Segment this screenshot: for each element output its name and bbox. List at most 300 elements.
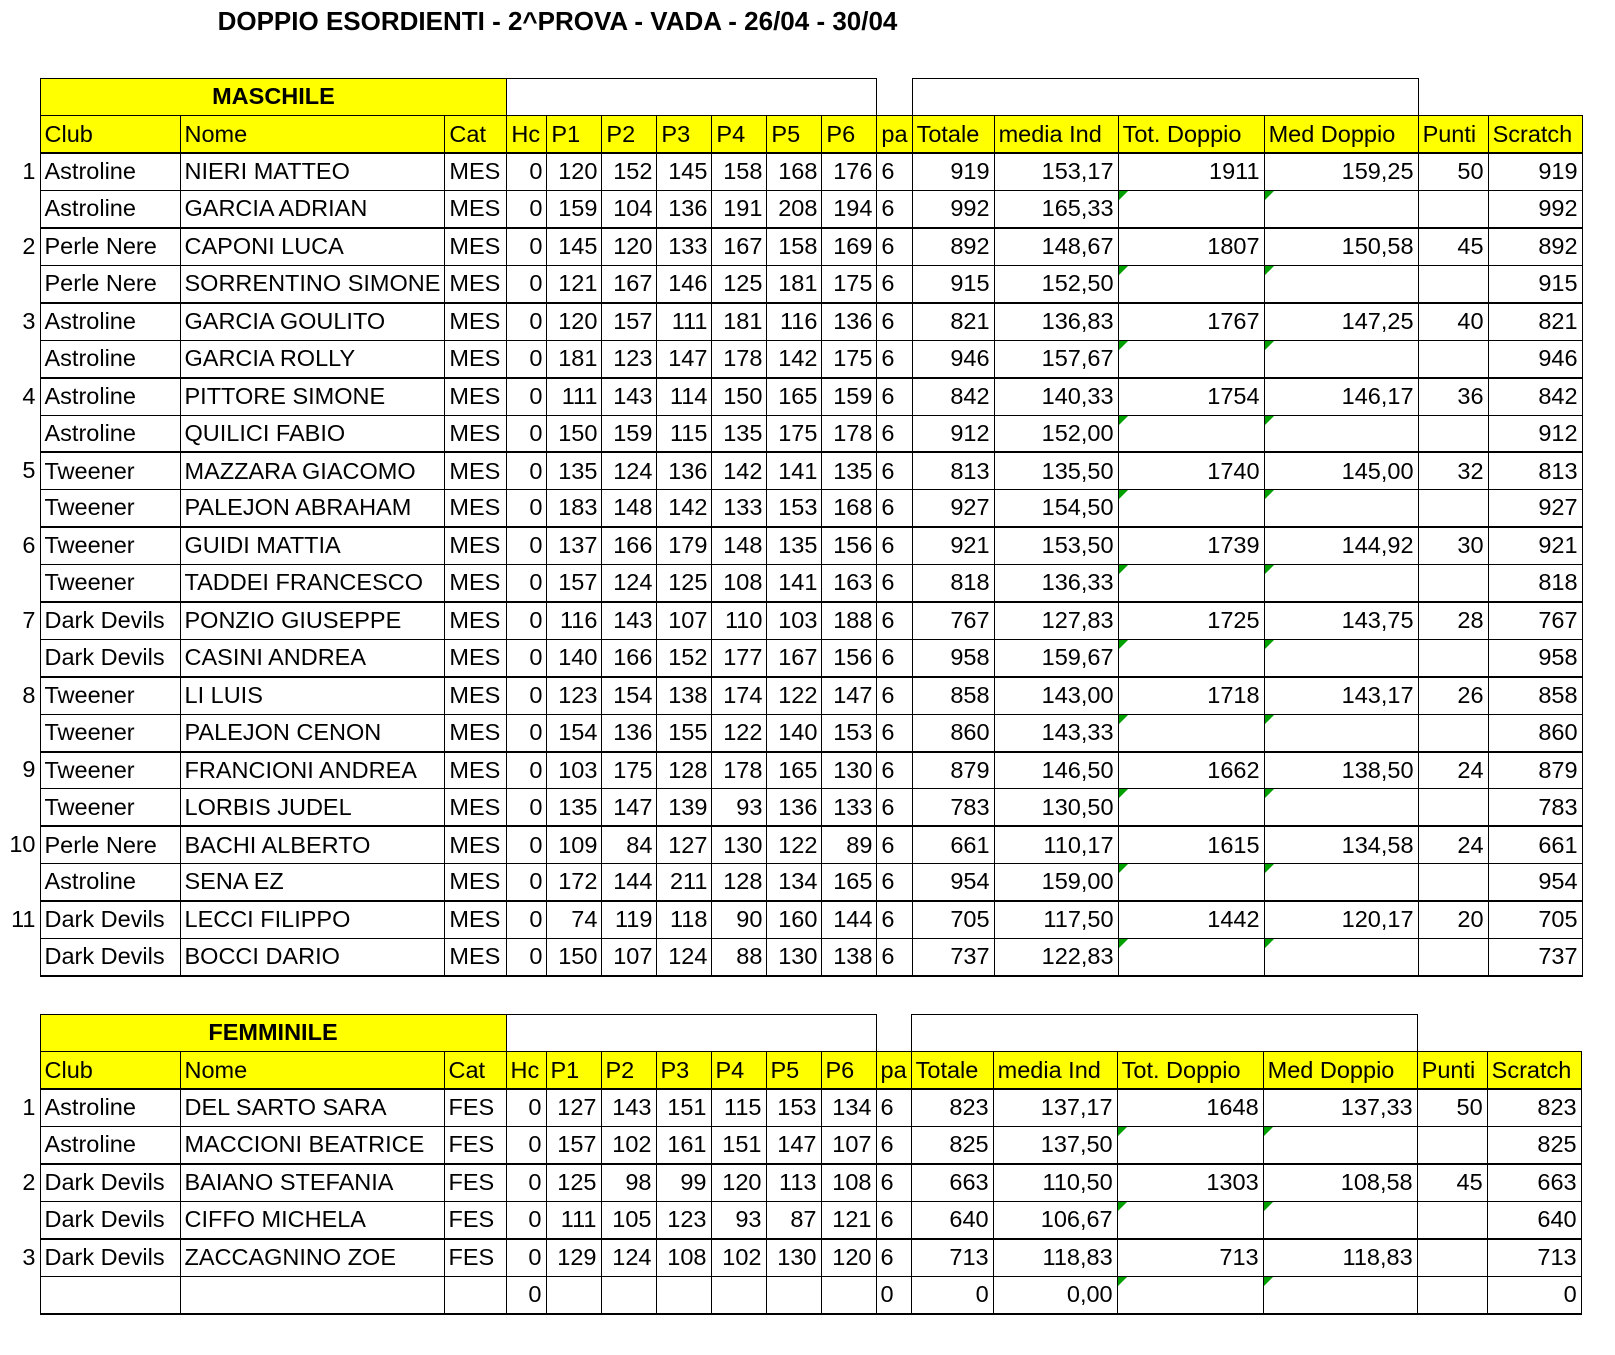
rank-cell: [0, 1201, 40, 1238]
totale-cell: 640: [911, 1201, 993, 1238]
scratch-cell: 842: [1488, 378, 1582, 415]
scratch-cell: 858: [1488, 677, 1582, 714]
pa-cell: 6: [877, 265, 912, 302]
game-cell-p1: 111: [547, 378, 602, 415]
empty-cell: [877, 79, 912, 116]
game-cell-p1: 150: [547, 938, 602, 975]
game-cell-p2: 98: [601, 1164, 656, 1201]
header-scratch: Scratch: [1488, 116, 1582, 153]
med-doppio-cell: 134,58: [1264, 826, 1418, 863]
totale-cell: 921: [912, 527, 994, 564]
punti-cell: 24: [1418, 752, 1488, 789]
game-cell-p1: 123: [547, 677, 602, 714]
game-cell-p1: 120: [547, 303, 602, 340]
pa-cell: 6: [877, 527, 912, 564]
totale-cell: 783: [912, 789, 994, 826]
game-cell-p6: 169: [822, 228, 877, 265]
game-cell-p6: 108: [821, 1164, 876, 1201]
game-cell-p3: 124: [657, 938, 712, 975]
nome-cell: SENA EZ: [180, 864, 445, 901]
pa-cell: 6: [877, 752, 912, 789]
totale-cell: 813: [912, 452, 994, 489]
scratch-cell: 818: [1488, 565, 1582, 602]
tot-doppio-cell: 1725: [1118, 602, 1264, 639]
totale-cell: 912: [912, 415, 994, 452]
table-row: [0, 415, 1582, 452]
hc-cell: 0: [507, 752, 547, 789]
media-ind-cell: 117,50: [994, 901, 1118, 938]
header-row: [0, 116, 1582, 153]
game-cell-p2: 124: [602, 565, 657, 602]
table-row: [0, 191, 1582, 228]
tot-doppio-cell: 1442: [1118, 901, 1264, 938]
rank-cell: 9: [22, 756, 36, 783]
header-p4: P4: [711, 1052, 766, 1089]
rank-cell: [0, 714, 40, 751]
game-cell-p5: 122: [767, 826, 822, 863]
media-ind-cell: 122,83: [994, 938, 1118, 975]
table-row: [0, 1276, 1581, 1313]
scratch-cell: 821: [1488, 303, 1582, 340]
club-cell: Perle Nere: [40, 265, 180, 302]
tot-doppio-cell: 1303: [1117, 1164, 1263, 1201]
game-cell-p6: 165: [822, 864, 877, 901]
club-cell: Astroline: [40, 153, 180, 190]
scratch-cell: 737: [1488, 938, 1582, 975]
med-doppio-cell: [1264, 265, 1418, 302]
table-row: [0, 340, 1582, 377]
scratch-cell: 879: [1488, 752, 1582, 789]
game-cell-p5: 168: [767, 153, 822, 190]
game-cell-p4: 148: [712, 527, 767, 564]
nome-cell: FRANCIONI ANDREA: [180, 752, 445, 789]
table-row: [0, 452, 1582, 489]
nome-cell: [180, 1276, 444, 1313]
med-doppio-cell: 108,58: [1263, 1164, 1417, 1201]
game-cell-p3: 151: [656, 1089, 711, 1126]
table-row: [0, 565, 1582, 602]
nome-cell: CASINI ANDREA: [180, 639, 445, 676]
punti-cell: [1418, 639, 1488, 676]
punti-cell: [1417, 1276, 1487, 1313]
game-cell-p6: 153: [822, 714, 877, 751]
game-cell-p2: 159: [602, 415, 657, 452]
game-cell-p5: 103: [767, 602, 822, 639]
club-cell: Astroline: [40, 415, 180, 452]
club-cell: Perle Nere: [40, 228, 180, 265]
tot-doppio-cell: [1118, 639, 1264, 676]
punti-cell: 50: [1417, 1089, 1487, 1126]
empty-cell: [912, 79, 1418, 116]
empty-cell: [0, 79, 40, 116]
rank-cell: 1: [22, 1094, 36, 1121]
media-ind-cell: 157,67: [994, 340, 1118, 377]
game-cell-p1: 145: [547, 228, 602, 265]
punti-cell: [1418, 415, 1488, 452]
scratch-cell: 813: [1488, 452, 1582, 489]
game-cell-p3: 108: [656, 1239, 711, 1276]
standings-table-femminile: [0, 1014, 1582, 1315]
table-row: [0, 826, 1582, 863]
game-cell-p4: 120: [711, 1164, 766, 1201]
game-cell-p6: 168: [822, 490, 877, 527]
header-p5: P5: [766, 1052, 821, 1089]
scratch-cell: 946: [1488, 340, 1582, 377]
nome-cell: GARCIA ADRIAN: [180, 191, 445, 228]
cat-cell: FES: [444, 1164, 506, 1201]
med-doppio-cell: 147,25: [1264, 303, 1418, 340]
pa-cell: 6: [877, 677, 912, 714]
game-cell-p3: 118: [657, 901, 712, 938]
cat-cell: MES: [445, 565, 507, 602]
game-cell-p6: 175: [822, 265, 877, 302]
nome-cell: LECCI FILIPPO: [180, 901, 445, 938]
game-cell-p2: 157: [602, 303, 657, 340]
game-cell-p6: 156: [822, 639, 877, 676]
cat-cell: MES: [445, 602, 507, 639]
table-row: [0, 677, 1582, 714]
nome-cell: CIFFO MICHELA: [180, 1201, 444, 1238]
media-ind-cell: 152,00: [994, 415, 1118, 452]
tot-doppio-cell: [1117, 1276, 1263, 1313]
game-cell-p3: 146: [657, 265, 712, 302]
cat-cell: MES: [445, 677, 507, 714]
rank-cell: [0, 938, 40, 975]
tot-doppio-cell: 713: [1117, 1239, 1263, 1276]
game-cell-p2: 104: [602, 191, 657, 228]
game-cell-p4: 181: [712, 303, 767, 340]
game-cell-p1: 183: [547, 490, 602, 527]
punti-cell: [1418, 789, 1488, 826]
game-cell-p4: 177: [712, 639, 767, 676]
table-row: [0, 228, 1582, 265]
pa-cell: 6: [876, 1089, 911, 1126]
header-cat: Cat: [444, 1052, 506, 1089]
media-ind-cell: 152,50: [994, 265, 1118, 302]
tot-doppio-cell: [1118, 565, 1264, 602]
cat-cell: MES: [445, 864, 507, 901]
tot-doppio-cell: 1740: [1118, 452, 1264, 489]
hc-cell: 0: [507, 228, 547, 265]
section-label-row: [0, 1015, 1581, 1052]
empty-cell: [1417, 1015, 1581, 1052]
scratch-cell: 958: [1488, 639, 1582, 676]
med-doppio-cell: [1263, 1276, 1417, 1313]
game-cell-p6: 156: [822, 527, 877, 564]
med-doppio-cell: [1264, 714, 1418, 751]
game-cell-p4: 93: [712, 789, 767, 826]
punti-cell: [1417, 1239, 1487, 1276]
tot-doppio-cell: [1118, 789, 1264, 826]
game-cell-p6: 176: [822, 153, 877, 190]
game-cell-p1: 181: [547, 340, 602, 377]
game-cell-p2: 152: [602, 153, 657, 190]
game-cell-p6: 159: [822, 378, 877, 415]
pa-cell: 6: [877, 228, 912, 265]
med-doppio-cell: [1264, 938, 1418, 975]
game-cell-p2: 166: [602, 639, 657, 676]
rank-cell: 2: [22, 1169, 36, 1195]
header-tot-doppio: Tot. Doppio: [1118, 116, 1264, 153]
totale-cell: 915: [912, 265, 994, 302]
game-cell-p5: 134: [767, 864, 822, 901]
punti-cell: 30: [1418, 527, 1488, 564]
med-doppio-cell: 143,17: [1264, 677, 1418, 714]
totale-cell: 842: [912, 378, 994, 415]
game-cell-p4: 122: [712, 714, 767, 751]
cat-cell: MES: [445, 527, 507, 564]
tot-doppio-cell: [1118, 265, 1264, 302]
rank-cell: [0, 265, 40, 302]
pa-cell: 6: [877, 490, 912, 527]
club-cell: Astroline: [40, 303, 180, 340]
game-cell-p1: 74: [547, 901, 602, 938]
pa-cell: 6: [877, 153, 912, 190]
game-cell-p5: 135: [767, 527, 822, 564]
tot-doppio-cell: 1754: [1118, 378, 1264, 415]
game-cell-p2: 166: [602, 527, 657, 564]
hc-cell: 0: [506, 1164, 546, 1201]
punti-cell: [1418, 265, 1488, 302]
header-med-doppio: Med Doppio: [1264, 116, 1418, 153]
game-cell-p3: 155: [657, 714, 712, 751]
punti-cell: [1418, 490, 1488, 527]
pa-cell: 6: [877, 378, 912, 415]
rank-cell: [0, 415, 40, 452]
game-cell-p4: 133: [712, 490, 767, 527]
cat-cell: MES: [445, 228, 507, 265]
nome-cell: QUILICI FABIO: [180, 415, 445, 452]
club-cell: Dark Devils: [40, 1164, 180, 1201]
scratch-cell: 823: [1487, 1089, 1581, 1126]
nome-cell: CAPONI LUCA: [180, 228, 445, 265]
rank-cell: 6: [22, 532, 36, 559]
game-cell-p2: 143: [602, 378, 657, 415]
cat-cell: MES: [445, 303, 507, 340]
hc-cell: 0: [507, 153, 547, 190]
empty-cell: [911, 1015, 1417, 1052]
game-cell-p5: 141: [767, 452, 822, 489]
header-hc: Hc: [506, 1052, 546, 1089]
game-cell-p3: 114: [657, 378, 712, 415]
game-cell-p1: 157: [546, 1127, 601, 1164]
game-cell-p1: 137: [547, 527, 602, 564]
hc-cell: 0: [506, 1276, 546, 1313]
game-cell-p2: [601, 1276, 656, 1313]
totale-cell: 663: [911, 1164, 993, 1201]
club-cell: Tweener: [40, 527, 180, 564]
totale-cell: 992: [912, 191, 994, 228]
cat-cell: FES: [444, 1127, 506, 1164]
totale-cell: 860: [912, 714, 994, 751]
hc-cell: 0: [507, 527, 547, 564]
scratch-cell: 705: [1488, 901, 1582, 938]
punti-cell: 36: [1418, 378, 1488, 415]
hc-cell: 0: [507, 864, 547, 901]
empty-cell: [876, 1015, 911, 1052]
header-row: [0, 1052, 1581, 1089]
game-cell-p5: 140: [767, 714, 822, 751]
pa-cell: 6: [876, 1239, 911, 1276]
game-cell-p3: 179: [657, 527, 712, 564]
scratch-cell: 919: [1488, 153, 1582, 190]
table-row: [0, 490, 1582, 527]
media-ind-cell: 106,67: [993, 1201, 1117, 1238]
table-row: [0, 1239, 1581, 1276]
pa-cell: 6: [876, 1201, 911, 1238]
club-cell: Dark Devils: [40, 1201, 180, 1238]
scratch-cell: 640: [1487, 1201, 1581, 1238]
game-cell-p2: 119: [602, 901, 657, 938]
scratch-cell: 713: [1487, 1239, 1581, 1276]
punti-cell: 20: [1418, 901, 1488, 938]
cat-cell: MES: [445, 826, 507, 863]
media-ind-cell: 0,00: [993, 1276, 1117, 1313]
cat-cell: MES: [445, 153, 507, 190]
tot-doppio-cell: [1118, 864, 1264, 901]
scratch-cell: 927: [1488, 490, 1582, 527]
header-punti: Punti: [1418, 116, 1488, 153]
game-cell-p4: [711, 1276, 766, 1313]
game-cell-p6: 175: [822, 340, 877, 377]
media-ind-cell: 136,33: [994, 565, 1118, 602]
table-row: [0, 901, 1582, 938]
game-cell-p4: 135: [712, 415, 767, 452]
media-ind-cell: 110,50: [993, 1164, 1117, 1201]
club-cell: Perle Nere: [40, 826, 180, 863]
game-cell-p1: 121: [547, 265, 602, 302]
totale-cell: 858: [912, 677, 994, 714]
rank-cell: 7: [22, 606, 36, 633]
media-ind-cell: 148,67: [994, 228, 1118, 265]
hc-cell: 0: [507, 602, 547, 639]
hc-cell: 0: [507, 714, 547, 751]
med-doppio-cell: [1264, 340, 1418, 377]
media-ind-cell: 143,00: [994, 677, 1118, 714]
hc-cell: 0: [507, 191, 547, 228]
game-cell-p6: 133: [822, 789, 877, 826]
game-cell-p1: 159: [547, 191, 602, 228]
rank-cell: 10: [9, 831, 36, 858]
game-cell-p4: 110: [712, 602, 767, 639]
table-row: [0, 1127, 1581, 1164]
club-cell: Astroline: [40, 191, 180, 228]
table-row: [0, 639, 1582, 676]
header-hc: Hc: [507, 116, 547, 153]
game-cell-p4: 130: [712, 826, 767, 863]
game-cell-p6: 194: [822, 191, 877, 228]
cat-cell: MES: [445, 901, 507, 938]
hc-cell: 0: [506, 1127, 546, 1164]
tot-doppio-cell: [1117, 1201, 1263, 1238]
game-cell-p3: 125: [657, 565, 712, 602]
game-cell-p2: 143: [601, 1089, 656, 1126]
game-cell-p6: 136: [822, 303, 877, 340]
game-cell-p6: 163: [822, 565, 877, 602]
game-cell-p1: 125: [546, 1164, 601, 1201]
header-p6: P6: [822, 116, 877, 153]
hc-cell: 0: [507, 378, 547, 415]
punti-cell: 40: [1418, 303, 1488, 340]
game-cell-p3: 107: [657, 602, 712, 639]
punti-cell: [1418, 938, 1488, 975]
club-cell: Astroline: [40, 864, 180, 901]
cat-cell: FES: [444, 1239, 506, 1276]
header-p1: P1: [546, 1052, 601, 1089]
header-p3: P3: [656, 1052, 711, 1089]
nome-cell: PONZIO GIUSEPPE: [180, 602, 445, 639]
table-row: [0, 938, 1582, 975]
table-row: [0, 602, 1582, 639]
rank-cell: [0, 789, 40, 826]
game-cell-p1: 103: [547, 752, 602, 789]
game-cell-p4: 167: [712, 228, 767, 265]
table-row: [0, 1201, 1581, 1238]
game-cell-p5: 122: [767, 677, 822, 714]
game-cell-p4: 93: [711, 1201, 766, 1238]
game-cell-p6: 188: [822, 602, 877, 639]
media-ind-cell: 136,83: [994, 303, 1118, 340]
nome-cell: MACCIONI BEATRICE: [180, 1127, 444, 1164]
header-club: Club: [40, 116, 180, 153]
tot-doppio-cell: 1718: [1118, 677, 1264, 714]
med-doppio-cell: [1264, 415, 1418, 452]
game-cell-p6: [821, 1276, 876, 1313]
tot-doppio-cell: 1911: [1118, 153, 1264, 190]
header-tot-doppio: Tot. Doppio: [1117, 1052, 1263, 1089]
punti-cell: 28: [1418, 602, 1488, 639]
cat-cell: FES: [444, 1201, 506, 1238]
rank-cell: [0, 565, 40, 602]
hc-cell: 0: [507, 789, 547, 826]
totale-cell: 737: [912, 938, 994, 975]
pa-cell: 6: [877, 826, 912, 863]
game-cell-p5: 130: [767, 938, 822, 975]
section-label: FEMMINILE: [40, 1015, 506, 1052]
header-cat: Cat: [445, 116, 507, 153]
game-cell-p3: 128: [657, 752, 712, 789]
nome-cell: ZACCAGNINO ZOE: [180, 1239, 444, 1276]
club-cell: Dark Devils: [40, 602, 180, 639]
punti-cell: [1418, 191, 1488, 228]
game-cell-p5: 158: [767, 228, 822, 265]
club-cell: Tweener: [40, 789, 180, 826]
cat-cell: MES: [445, 452, 507, 489]
game-cell-p5: 141: [767, 565, 822, 602]
game-cell-p6: 120: [821, 1239, 876, 1276]
totale-cell: 958: [912, 639, 994, 676]
game-cell-p1: [546, 1276, 601, 1313]
rank-cell: 8: [22, 681, 36, 708]
med-doppio-cell: 146,17: [1264, 378, 1418, 415]
game-cell-p5: 167: [767, 639, 822, 676]
totale-cell: 713: [911, 1239, 993, 1276]
pa-cell: 6: [877, 415, 912, 452]
rank-cell: [0, 864, 40, 901]
game-cell-p3: 139: [657, 789, 712, 826]
game-cell-p5: [766, 1276, 821, 1313]
med-doppio-cell: [1263, 1127, 1417, 1164]
header-nome: Nome: [180, 116, 445, 153]
header-media-ind: media Ind: [994, 116, 1118, 153]
header-p6: P6: [821, 1052, 876, 1089]
cat-cell: MES: [445, 752, 507, 789]
med-doppio-cell: [1264, 789, 1418, 826]
game-cell-p6: 147: [822, 677, 877, 714]
cat-cell: MES: [445, 340, 507, 377]
game-cell-p5: 87: [766, 1201, 821, 1238]
media-ind-cell: 110,17: [994, 826, 1118, 863]
